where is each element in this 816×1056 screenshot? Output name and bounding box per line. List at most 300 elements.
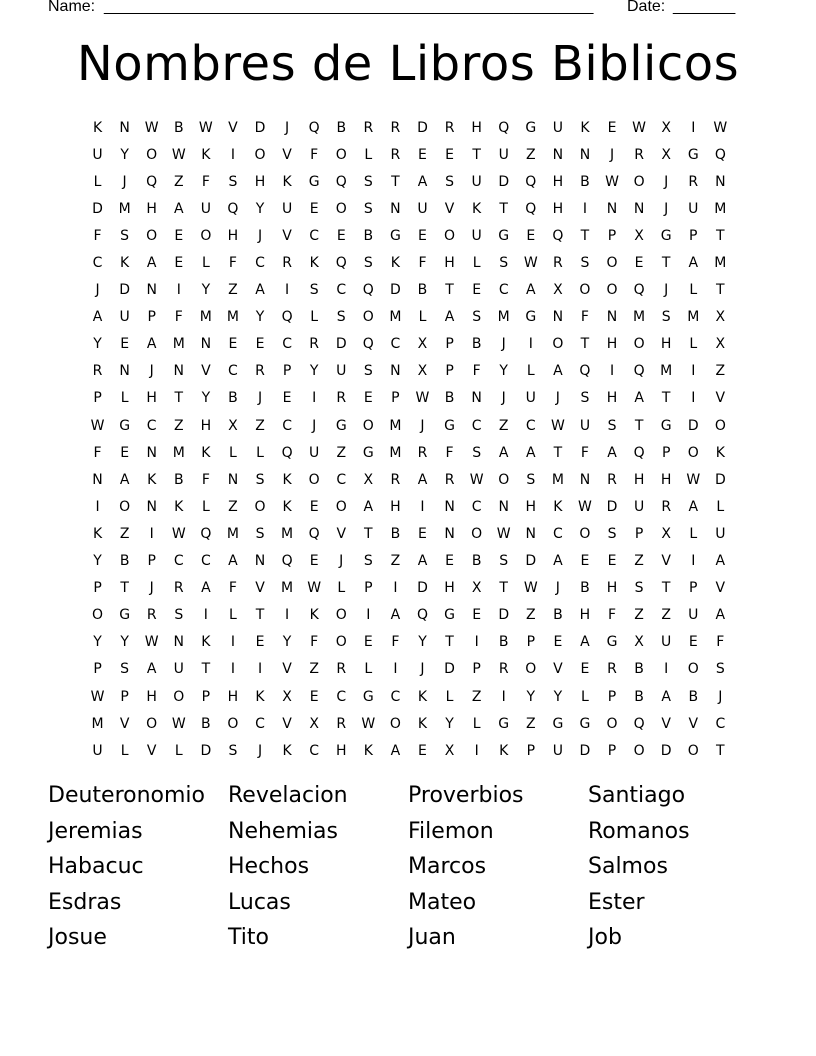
grid-letter: H xyxy=(552,200,564,217)
grid-letter: K xyxy=(309,607,319,624)
grid-letter: R xyxy=(363,119,374,136)
grid-letter: N xyxy=(715,173,726,190)
grid-letter: E xyxy=(418,525,427,542)
word-list-item: Revelacion xyxy=(228,783,348,808)
grid-letter: C xyxy=(173,553,184,570)
grid-letter: O xyxy=(308,471,320,488)
grid-letter: A xyxy=(498,444,509,461)
grid-letter: R xyxy=(553,255,563,272)
grid-letter: Q xyxy=(335,255,347,272)
grid-letter: S xyxy=(499,255,509,272)
grid-letter: A xyxy=(526,444,536,461)
grid-letter: K xyxy=(499,742,509,759)
grid-letter: W xyxy=(198,119,213,136)
grid-letter: Q xyxy=(579,363,591,380)
grid-letter: U xyxy=(688,200,699,217)
grid-letter: O xyxy=(227,715,239,732)
grid-letter: N xyxy=(227,471,239,488)
grid-letter: F xyxy=(716,634,725,651)
grid-letter: B xyxy=(634,661,644,678)
grid-letter: Q xyxy=(633,444,645,461)
grid-letter: W xyxy=(523,255,538,272)
grid-letter: T xyxy=(661,390,671,407)
grid-letter: E xyxy=(445,553,454,570)
grid-letter: D xyxy=(687,417,699,434)
grid-letter: Q xyxy=(552,227,564,244)
grid-letter: V xyxy=(715,580,726,597)
word-list-item: Santiago xyxy=(588,783,686,808)
grid-letter: C xyxy=(282,417,292,434)
grid-letter: C xyxy=(309,227,320,244)
name-label: Name: xyxy=(48,0,96,15)
grid-letter: Q xyxy=(633,363,645,380)
grid-letter: V xyxy=(119,715,130,732)
grid-letter: D xyxy=(525,553,537,570)
grid-letter: K xyxy=(201,634,211,651)
grid-letter: V xyxy=(282,146,292,163)
grid-letter: Q xyxy=(633,282,645,299)
grid-letter: A xyxy=(228,553,238,570)
grid-letter: Q xyxy=(633,715,645,732)
grid-letter: W xyxy=(171,715,186,732)
grid-letter: K xyxy=(309,255,319,272)
grid-letter: P xyxy=(526,742,536,759)
grid-letter: F xyxy=(607,607,617,624)
grid-letter: P xyxy=(364,580,373,597)
grid-letter: V xyxy=(444,200,455,217)
grid-letter: T xyxy=(634,417,644,434)
grid-letter: I xyxy=(528,336,533,353)
grid-letter: B xyxy=(688,688,699,705)
grid-letter: W xyxy=(90,688,105,705)
word-list-item: Lucas xyxy=(228,889,291,915)
grid-letter: U xyxy=(579,417,591,434)
grid-letter: A xyxy=(688,498,699,515)
grid-letter: L xyxy=(472,715,481,732)
grid-letter: X xyxy=(553,282,563,299)
grid-letter: A xyxy=(146,661,157,678)
grid-letter: C xyxy=(92,255,103,272)
grid-letter: B xyxy=(553,607,563,624)
word-list-item: Esdras xyxy=(48,889,122,915)
grid-letter: N xyxy=(498,498,509,515)
grid-letter: G xyxy=(525,119,537,136)
grid-row xyxy=(84,656,734,683)
grid-letter: D xyxy=(92,200,103,217)
grid-letter: F xyxy=(228,580,237,597)
grid-letter: N xyxy=(579,146,591,163)
grid-letter: D xyxy=(714,471,726,488)
grid-letter: P xyxy=(607,742,617,759)
grid-letter: C xyxy=(471,417,482,434)
grid-letter: W xyxy=(496,525,511,542)
grid-letter: V xyxy=(661,553,671,570)
grid-letter: I xyxy=(230,661,235,678)
grid-letter: T xyxy=(580,227,590,244)
grid-row xyxy=(84,575,734,602)
grid-letter: K xyxy=(147,471,157,488)
grid-letter: J xyxy=(664,200,669,217)
grid-letter: Y xyxy=(201,282,211,299)
grid-letter: K xyxy=(92,119,103,136)
grid-letter: L xyxy=(93,173,102,190)
grid-letter: W xyxy=(171,525,186,542)
grid-letter: O xyxy=(335,498,347,515)
grid-letter: K xyxy=(580,119,590,136)
grid-letter: A xyxy=(417,173,428,190)
grid-letter: Y xyxy=(93,553,102,570)
grid-letter: N xyxy=(552,309,564,326)
grid-letter: S xyxy=(445,173,454,190)
grid-letter: U xyxy=(715,525,726,542)
grid-letter: E xyxy=(418,227,427,244)
grid-letter: M xyxy=(389,309,402,326)
word-list-item: Tito xyxy=(228,925,269,950)
grid-letter: W xyxy=(523,580,538,597)
grid-letter: B xyxy=(444,390,455,407)
grid-letter: Z xyxy=(390,553,401,570)
grid-letter: J xyxy=(501,336,506,353)
grid-letter: H xyxy=(335,742,347,759)
grid-letter: H xyxy=(444,580,455,597)
grid-letter: N xyxy=(119,363,130,380)
grid-letter: E xyxy=(607,553,617,570)
grid-row xyxy=(84,249,734,276)
grid-letter: O xyxy=(687,742,699,759)
grid-letter: A xyxy=(390,607,401,624)
grid-letter: K xyxy=(201,146,211,163)
grid-letter: G xyxy=(362,444,374,461)
grid-letter: A xyxy=(255,282,265,299)
grid-letter: G xyxy=(119,417,131,434)
grid-letter: R xyxy=(282,255,292,272)
grid-letter: M xyxy=(551,471,564,488)
grid-letter: L xyxy=(120,742,129,759)
grid-letter: L xyxy=(581,688,589,705)
grid-letter: R xyxy=(661,498,672,515)
word-list-item: Salmos xyxy=(588,854,668,879)
grid-letter: K xyxy=(553,498,563,515)
grid-letter: O xyxy=(200,227,212,244)
grid-letter: I xyxy=(285,282,290,299)
grid-letter: T xyxy=(391,173,400,190)
grid-letter: H xyxy=(552,173,564,190)
grid-letter: T xyxy=(661,255,671,272)
grid-letter: D xyxy=(200,742,212,759)
grid-letter: U xyxy=(417,200,428,217)
grid-letter: V xyxy=(228,119,238,136)
grid-letter: S xyxy=(363,553,373,570)
grid-letter: J xyxy=(420,417,425,434)
grid-letter: A xyxy=(119,471,130,488)
grid-row xyxy=(84,493,734,520)
grid-letter: J xyxy=(664,282,669,299)
grid-letter: R xyxy=(336,390,347,407)
grid-letter: P xyxy=(147,553,156,570)
grid-letter: O xyxy=(335,607,347,624)
grid-letter: N xyxy=(173,634,185,651)
grid-letter: O xyxy=(254,146,266,163)
grid-letter: N xyxy=(146,282,157,299)
grid-letter: A xyxy=(715,553,726,570)
grid-letter: R xyxy=(92,363,103,380)
grid-letter: R xyxy=(390,119,401,136)
grid-letter: J xyxy=(609,146,615,163)
grid-letter: Z xyxy=(173,417,184,434)
grid-letter: I xyxy=(420,498,425,515)
grid-letter: Q xyxy=(227,200,239,217)
grid-letter: H xyxy=(606,580,618,597)
grid-letter: G xyxy=(362,688,374,705)
grid-letter: Q xyxy=(200,525,212,542)
grid-letter: O xyxy=(362,417,374,434)
grid-letter: U xyxy=(309,444,320,461)
grid-letter: Z xyxy=(255,417,265,434)
grid-letter: J xyxy=(95,282,100,299)
grid-letter: S xyxy=(255,471,265,488)
word-list-item: Job xyxy=(588,925,622,950)
grid-letter: Q xyxy=(362,282,374,299)
grid-letter: P xyxy=(689,227,698,244)
grid-letter: A xyxy=(553,553,563,570)
grid-letter: U xyxy=(281,200,293,217)
grid-letter: L xyxy=(364,146,373,163)
grid-letter: P xyxy=(607,688,617,705)
grid-letter: L xyxy=(229,607,237,624)
grid-letter: E xyxy=(120,336,130,353)
grid-letter: T xyxy=(716,227,725,244)
word-list-item: Proverbios xyxy=(408,783,524,808)
grid-letter: Y xyxy=(93,336,102,353)
grid-letter: S xyxy=(607,525,617,542)
grid-letter: O xyxy=(633,742,645,759)
grid-letter: S xyxy=(580,255,590,272)
grid-letter: N xyxy=(254,553,266,570)
grid-letter: R xyxy=(173,580,184,597)
grid-letter: O xyxy=(146,227,158,244)
grid-letter: K xyxy=(174,498,184,515)
word-list-item: Jeremias xyxy=(48,818,143,844)
grid-letter: C xyxy=(498,282,509,299)
grid-letter: O xyxy=(389,715,401,732)
grid-letter: J xyxy=(312,417,317,434)
grid-letter: Q xyxy=(335,173,347,190)
grid-letter: O xyxy=(633,336,645,353)
grid-letter: O xyxy=(606,715,618,732)
grid-letter: X xyxy=(634,227,644,244)
grid-letter: B xyxy=(498,634,509,651)
grid-letter: B xyxy=(336,119,347,136)
grid-letter: Q xyxy=(525,200,537,217)
grid-letter: U xyxy=(471,173,482,190)
grid-row xyxy=(84,548,734,575)
grid-letter: J xyxy=(339,553,344,570)
grid-letter: W xyxy=(144,119,159,136)
grid-letter: C xyxy=(228,363,238,380)
grid-letter: W xyxy=(578,498,592,515)
grid-letter: T xyxy=(716,282,725,299)
grid-letter: Y xyxy=(282,634,292,651)
grid-letter: X xyxy=(228,417,238,434)
grid-letter: L xyxy=(716,498,725,515)
grid-letter: E xyxy=(363,634,373,651)
grid-letter: I xyxy=(257,661,263,678)
grid-letter: W xyxy=(686,471,701,488)
grid-letter: S xyxy=(580,390,590,407)
grid-letter: K xyxy=(472,200,482,217)
grid-letter: P xyxy=(445,363,454,380)
page-title: Nombres de Libros Biblicos xyxy=(76,36,740,92)
grid-letter: L xyxy=(689,336,698,353)
grid-letter: J xyxy=(420,661,425,678)
grid-letter: N xyxy=(200,336,212,353)
grid-letter: L xyxy=(526,363,535,380)
grid-letter: Z xyxy=(309,661,319,678)
word-list-item: Habacuc xyxy=(48,854,144,879)
grid-row xyxy=(84,602,734,629)
grid-letter: V xyxy=(553,661,563,678)
grid-letter: C xyxy=(309,742,320,759)
grid-letter: I xyxy=(474,742,479,759)
grid-letter: Y xyxy=(553,688,563,705)
grid-letter: F xyxy=(310,634,319,651)
grid-letter: S xyxy=(363,200,373,217)
grid-letter: L xyxy=(174,742,183,759)
grid-letter: Z xyxy=(336,444,347,461)
grid-letter: J xyxy=(555,580,560,597)
grid-letter: W xyxy=(415,390,430,407)
grid-letter: J xyxy=(501,390,506,407)
grid-letter: Q xyxy=(281,553,293,570)
grid-letter: I xyxy=(664,661,669,678)
grid-letter: A xyxy=(715,607,726,624)
grid-letter: E xyxy=(282,390,292,407)
grid-letter: Q xyxy=(308,119,320,136)
word-list-item: Nehemias xyxy=(228,818,338,844)
grid-letter: M xyxy=(497,309,510,326)
grid-letter: K xyxy=(390,255,400,272)
grid-letter: O xyxy=(254,498,266,515)
grid-letter: Y xyxy=(526,688,536,705)
grid-letter: I xyxy=(609,363,615,380)
grid-letter: P xyxy=(282,363,292,380)
grid-row xyxy=(84,304,734,331)
grid-letter: Y xyxy=(93,634,102,651)
grid-letter: K xyxy=(417,688,428,705)
grid-letter: C xyxy=(552,525,563,542)
grid-letter: Z xyxy=(119,525,130,542)
grid-letter: L xyxy=(445,688,454,705)
grid-letter: D xyxy=(390,282,401,299)
grid-letter: Z xyxy=(525,607,536,624)
grid-letter: Y xyxy=(309,363,319,380)
grid-letter: O xyxy=(552,336,564,353)
grid-letter: R xyxy=(336,715,347,732)
date-blank-line: _______ xyxy=(673,0,736,15)
grid-letter: P xyxy=(445,336,454,353)
grid-letter: M xyxy=(281,525,294,542)
grid-letter: P xyxy=(472,661,481,678)
grid-letter: D xyxy=(444,661,455,678)
grid-letter: U xyxy=(119,309,130,326)
grid-letter: T xyxy=(445,282,454,299)
grid-letter: S xyxy=(715,661,725,678)
grid-letter: B xyxy=(634,688,644,705)
grid-letter: C xyxy=(336,471,347,488)
grid-letter: O xyxy=(119,498,131,515)
grid-letter: B xyxy=(471,336,482,353)
grid-letter: A xyxy=(417,471,428,488)
grid-letter: Q xyxy=(146,173,158,190)
grid-letter: S xyxy=(526,471,536,488)
grid-letter: N xyxy=(173,363,185,380)
grid-letter: H xyxy=(660,336,672,353)
grid-letter: R xyxy=(444,119,455,136)
grid-letter: J xyxy=(122,173,127,190)
grid-letter: U xyxy=(173,661,184,678)
word-list-item: Filemon xyxy=(408,818,494,844)
grid-row xyxy=(84,195,734,222)
grid-letter: F xyxy=(445,444,454,461)
grid-letter: S xyxy=(228,742,238,759)
grid-letter: V xyxy=(282,661,292,678)
grid-letter: N xyxy=(471,390,482,407)
grid-letter: Z xyxy=(228,282,238,299)
grid-letter: O xyxy=(579,282,591,299)
grid-letter: Y xyxy=(445,715,454,732)
grid-letter: C xyxy=(255,255,265,272)
grid-letter: N xyxy=(390,363,401,380)
grid-letter: T xyxy=(255,607,265,624)
grid-letter: K xyxy=(715,444,725,461)
grid-letter: P xyxy=(93,661,102,678)
grid-letter: R xyxy=(390,471,401,488)
grid-letter: D xyxy=(579,742,591,759)
grid-letter: N xyxy=(606,200,618,217)
grid-letter: I xyxy=(149,525,154,542)
grid-letter: F xyxy=(228,255,237,272)
grid-letter: K xyxy=(282,498,292,515)
grid-letter: B xyxy=(580,580,590,597)
grid-letter: L xyxy=(472,255,481,272)
grid-letter: E xyxy=(309,553,319,570)
word-list-item: Deuteronomio xyxy=(48,783,206,808)
grid-letter: L xyxy=(689,282,698,299)
grid-letter: S xyxy=(309,282,319,299)
grid-letter: W xyxy=(713,119,728,136)
grid-letter: E xyxy=(228,336,238,353)
grid-letter: W xyxy=(307,580,322,597)
grid-letter: A xyxy=(444,309,455,326)
grid-letter: S xyxy=(661,309,671,326)
grid-letter: V xyxy=(201,363,211,380)
grid-letter: N xyxy=(92,471,103,488)
grid-letter: M xyxy=(226,309,239,326)
grid-letter: Y xyxy=(120,634,129,651)
grid-letter: L xyxy=(201,498,210,515)
grid-letter: E xyxy=(174,227,184,244)
grid-letter: R xyxy=(607,661,617,678)
grid-letter: V xyxy=(255,580,265,597)
grid-letter: B xyxy=(173,471,184,488)
grid-letter: I xyxy=(582,200,588,217)
grid-letter: F xyxy=(93,444,102,461)
grid-letter: I xyxy=(691,390,696,407)
grid-letter: X xyxy=(417,336,428,353)
grid-letter: G xyxy=(606,634,618,651)
grid-letter: L xyxy=(201,255,210,272)
grid-letter: D xyxy=(119,282,130,299)
